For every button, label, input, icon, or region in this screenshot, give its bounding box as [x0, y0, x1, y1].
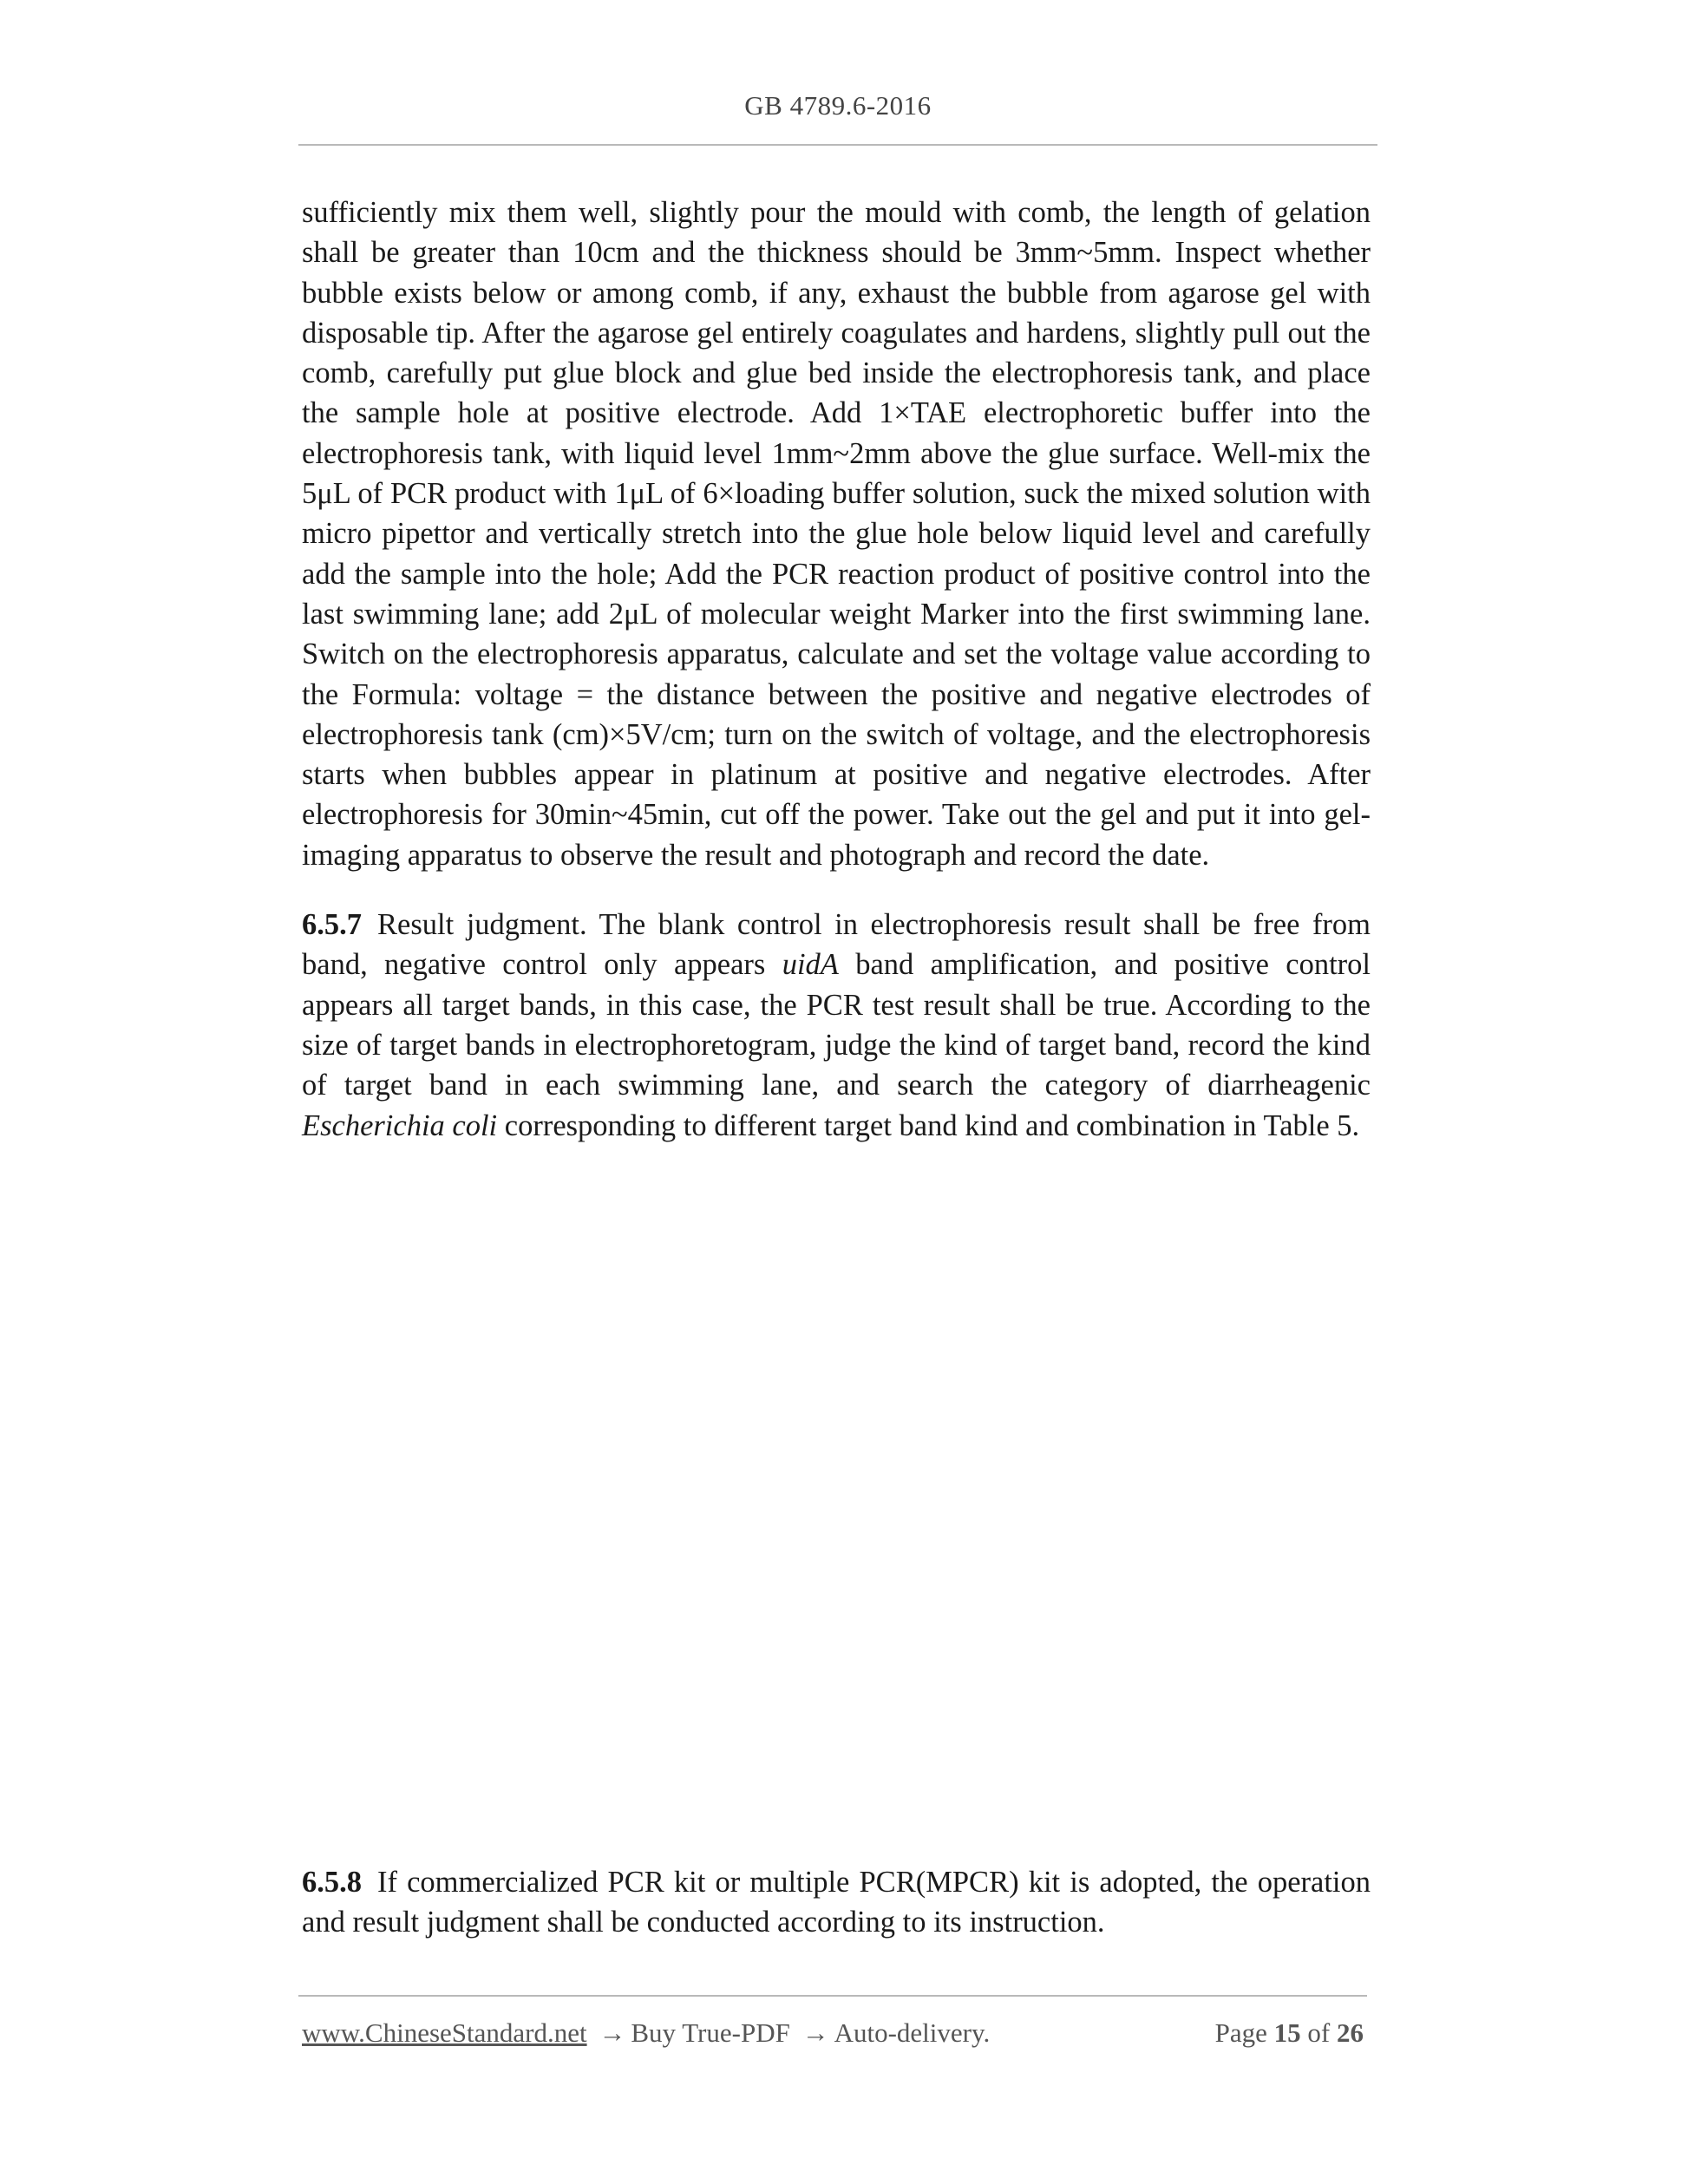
section-6-5-7 [302, 905, 1371, 1146]
species-name: Escherichia coli [302, 1108, 498, 1142]
arrow-right-icon: → [599, 2017, 626, 2048]
of-label: of [1307, 2017, 1331, 2048]
continued-paragraph: sufficiently mix them well, slightly pour the mould with comb, the length of gelation shall be greater than 10cm and the thickness should be 3mm~5mm. Inspect whether bubble exists below or among comb, if any, exhaust the bubble from agarose gel with disposable tip. After the agarose gel entirely coagulates and hardens, slightly pull out the comb, carefully put glue block and glue bed inside the electrophoresis tank, and place the sample hole at positive electrode. Add 1×TAE electrophoretic buffer into the electrophoresis tank, with liquid level 1mm~2mm above the glue surface. Well-mix the 5μL of PCR product with 1μL of 6×loading buffer solution, suck the mixed solution with micro pipettor and vertically stretch into the glue hole below liquid level and carefully add the sample into the hole; Add the PCR reaction product of positive control into the last swimming lane; add 2μL of molecular weight Marker into the first swimming lane. Switch on the electrophoresis apparatus, calculate and set the voltage value according to the Formula: voltage = the distance between the positive and negative electrodes of electrophoresis tank (cm)×5V/cm; turn on the switch of voltage, and the electrophoresis starts when bubbles appear in platinum at positive and negative electrodes. After electrophoresis for 30min~45min, cut off the power. Take out the gel and put it into gel-imaging apparatus to observe the result and photograph and record the date. [302, 196, 1371, 872]
section-text-part: band amplification, and positive control appears all target bands, in this case, the PCR test result shall be true. According to the size of target bands in electrophoretogram, judge the kind of target band, record the kind of target band in each swimming lane, and search the category of diarrheagenic [302, 948, 1371, 1102]
gene-name: uidA [782, 948, 839, 982]
site-link[interactable]: www.ChineseStandard.net [302, 2017, 587, 2048]
buy-true-pdf-link[interactable]: Buy True-PDF [631, 2017, 790, 2048]
current-page: 15 [1273, 2017, 1301, 2048]
document-body-lower [302, 1862, 1371, 1943]
section-text-part: Result judgment. The blank control in electrophoresis result shall be free from band, negative control only appears [302, 908, 1371, 982]
footer-promo [302, 2017, 990, 2049]
section-6-5-8 [302, 1862, 1371, 1943]
arrow-right-icon: → [801, 2017, 829, 2048]
section-text: If commercialized PCR kit or multiple PCR(MPCR) kit is adopted, the operation and result judgment shall be conducted according to its instruction. [302, 1866, 1371, 1939]
document-body [302, 193, 1371, 1146]
standard-code: GB 4789.6-2016 [744, 90, 932, 121]
page-label: Page [1214, 2017, 1267, 2048]
auto-delivery-text: Auto-delivery. [834, 2017, 991, 2048]
page-indicator [1215, 2017, 1364, 2049]
total-pages: 26 [1337, 2017, 1364, 2048]
footer-divider [298, 1995, 1367, 1997]
page-header [298, 90, 1377, 121]
section-number: 6.5.7 [302, 908, 362, 942]
header-divider [298, 144, 1377, 146]
section-text-part: corresponding to different target band kind and combination in Table 5. [497, 1108, 1360, 1142]
section-number: 6.5.8 [302, 1866, 362, 1899]
